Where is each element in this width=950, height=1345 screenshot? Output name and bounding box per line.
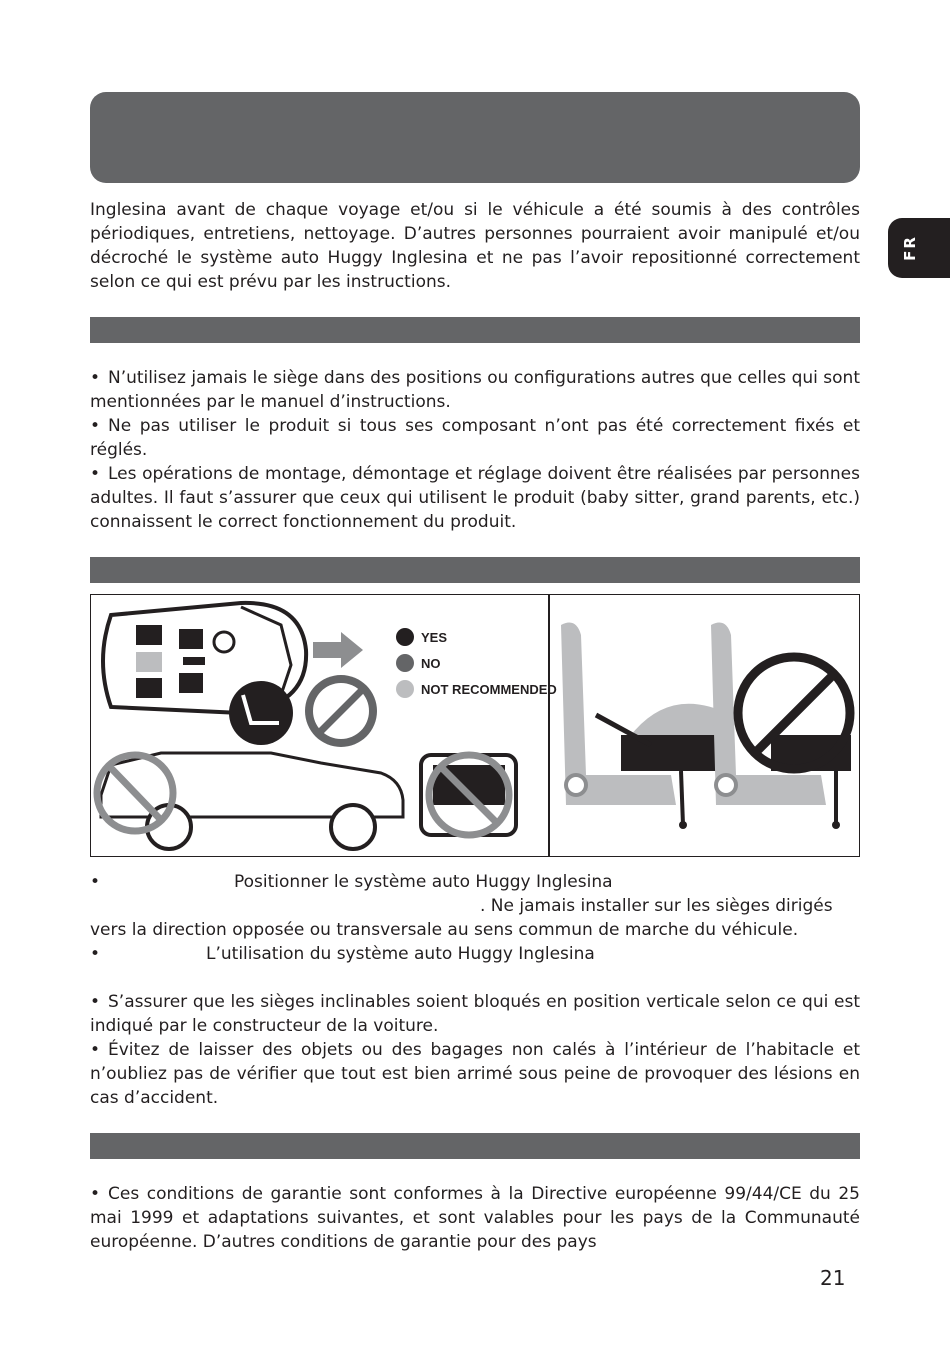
arrow-right-icon xyxy=(313,632,363,668)
usage-bullets xyxy=(90,366,860,534)
warranty-bullet xyxy=(90,1182,860,1254)
installation-illustration xyxy=(91,595,858,855)
safety-bullets xyxy=(90,990,860,1110)
list-item: • N’utilisez jamais le siège dans des positions ou configurations autres que celles qui sont mentionnées par le manuel d’instructions. xyxy=(90,368,860,412)
list-item: • S’assurer que les sièges inclinables soient bloqués en position verticale selon ce qui est indiqué par le constructeur de la voiture. xyxy=(90,992,860,1036)
header-banner xyxy=(90,92,860,183)
seat-installation-correct-illustration xyxy=(561,623,731,829)
section-bar-usage xyxy=(90,317,860,343)
installation-figure xyxy=(90,594,860,857)
list-item: • Les opérations de montage, démontage et réglage doivent être réalisées par personnes adultes. Il faut s’assurer que ceux qui utilisent le produit (baby sitter, grand parents, etc.) connaissent le correct fonctionnement du produit. xyxy=(90,464,860,532)
page-number: 21 xyxy=(820,1266,846,1290)
legend-no-dot xyxy=(396,654,414,672)
list-item: • Évitez de laisser des objets ou des bagages non calés à l’intérieur de l’habitacle et n’oubliez pas de vérifier que tout est bien arrimé sous peine de provoquer des lésions en cas d’accident. xyxy=(90,1040,860,1108)
legend-no-label: NO xyxy=(421,656,441,671)
section-bar-installation xyxy=(90,557,860,583)
language-tab xyxy=(888,218,950,278)
section-bar-warranty xyxy=(90,1133,860,1159)
positioning-line-4: • L’utilisation du système auto Huggy Inglesina xyxy=(90,944,595,964)
legend-yes-label: YES xyxy=(421,630,448,645)
figure-legend xyxy=(396,628,557,698)
legend-yes-dot xyxy=(396,628,414,646)
car-seat-allowed-icon xyxy=(229,681,293,745)
legend-not-recommended-label: NOT RECOMMENDED xyxy=(421,682,557,697)
language-tab-label: FR xyxy=(901,235,919,261)
car-seat-prohibited-icon xyxy=(305,675,377,747)
list-item: • Ces conditions de garantie sont conformes à la Directive européenne 99/44/CE du 25 mai 1999 et adaptations suivantes, et sont valables pour les pays de la Communauté européenne. D’autres conditions de garantie pour des pays xyxy=(90,1184,860,1252)
positioning-line-3: vers la direction opposée ou transversale au sens commun de marche du véhicule. xyxy=(90,920,799,940)
legend-not-recommended-dot xyxy=(396,680,414,698)
intro-paragraph: Inglesina avant de chaque voyage et/ou si le véhicule a été soumis à des contrôles périodiques, entretiens, nettoyage. D’autres personnes pourraient avoir manipulé et/ou décroché le système auto Huggy Inglesina et ne pas l’avoir repositionné correctement selon ce qui est prévu par les instructions. xyxy=(90,200,860,292)
positioning-line-1: • Positionner le système auto Huggy Inglesina xyxy=(90,872,613,892)
list-item: • Ne pas utiliser le produit si tous ses composant n’ont pas été correctement fixés et réglés. xyxy=(90,416,860,460)
positioning-line-2: . Ne jamais installer sur les sièges dirigés xyxy=(480,896,833,916)
